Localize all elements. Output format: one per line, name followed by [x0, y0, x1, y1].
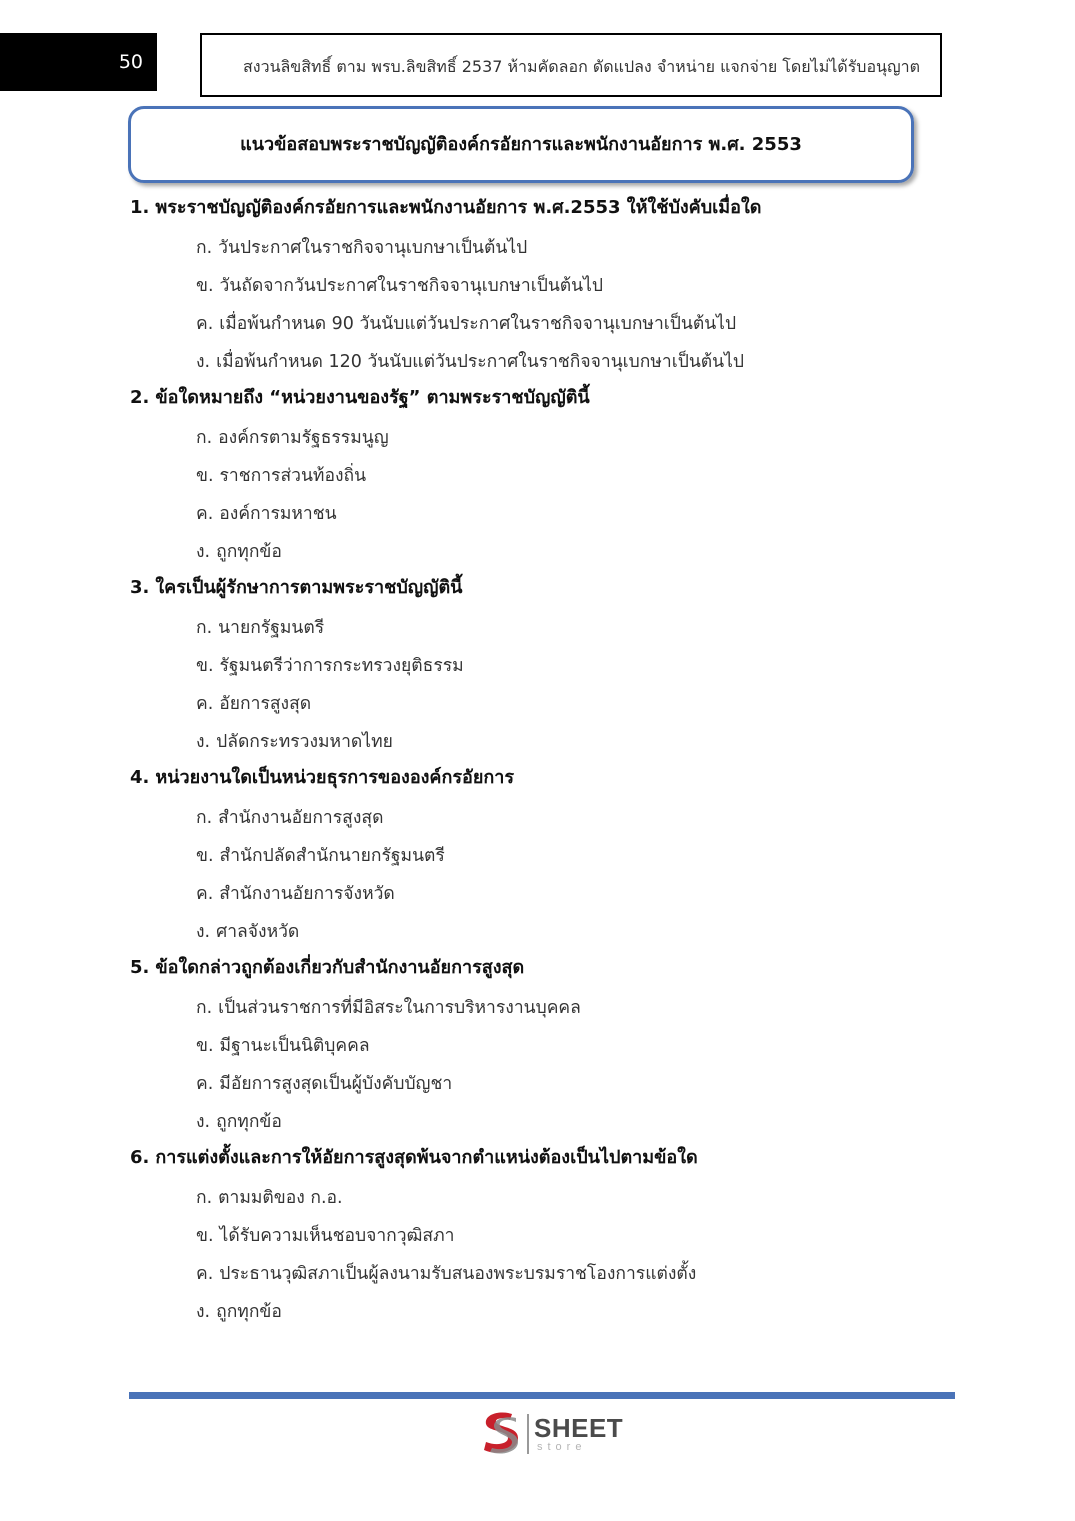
answer-choice [130, 1027, 1010, 1065]
choice-text: รัฐมนตรีว่าการกระทรวงยุติธรรม [219, 656, 464, 676]
choice-text: ถูกทุกข้อ [216, 1112, 282, 1132]
answer-choice [130, 305, 1010, 343]
choice-text: สำนักงานอัยการสูงสุด [218, 808, 384, 828]
question-text [130, 571, 1010, 609]
answer-choice [130, 419, 1010, 457]
question-text [130, 761, 1010, 799]
page-number: 50 [0, 33, 157, 91]
answer-choice [130, 1103, 1010, 1141]
question-label: การแต่งตั้งและการให้อัยการสูงสุดพ้นจากตำแหน่งต้องเป็นไปตามข้อใด [155, 1147, 698, 1168]
answer-choice [130, 495, 1010, 533]
answer-choice [130, 989, 1010, 1027]
copyright-notice: สงวนลิขสิทธิ์ ตาม พรบ.ลิขสิทธิ์ 2537 ห้ามคัดลอก ดัดแปลง จำหน่าย แจกจ่าย โดยไม่ได้รับอนุญาต [200, 33, 942, 97]
answer-choice [130, 609, 1010, 647]
question-1 [130, 191, 1010, 381]
choice-letter: ข. [196, 1036, 214, 1056]
choice-text: วันถัดจากวันประกาศในราชกิจจานุเบกษาเป็นต้นไป [219, 276, 604, 296]
choice-letter: ง. [196, 1112, 211, 1132]
choice-letter: ง. [196, 542, 211, 562]
answer-choice [130, 1179, 1010, 1217]
answer-choice [130, 1065, 1010, 1103]
question-number: 5. [130, 957, 150, 978]
question-number: 6. [130, 1147, 150, 1168]
answer-choice [130, 1217, 1010, 1255]
choice-letter: ง. [196, 732, 211, 752]
choice-letter: ค. [196, 884, 214, 904]
choice-letter: ข. [196, 276, 214, 296]
question-label: ใครเป็นผู้รักษาการตามพระราชบัญญัตินี้ [155, 577, 463, 598]
choice-text: องค์การมหาชน [219, 504, 337, 524]
choice-text: เมื่อพ้นกำหนด 90 วันนับแต่วันประกาศในราชกิจจานุเบกษาเป็นต้นไป [219, 314, 737, 334]
answer-choice [130, 457, 1010, 495]
page-title: แนวข้อสอบพระราชบัญญัติองค์กรอัยการและพนักงานอัยการ พ.ศ. 2553 [128, 106, 914, 183]
choice-letter: ก. [196, 618, 213, 638]
question-5 [130, 951, 1010, 1141]
choice-text: เป็นส่วนราชการที่มีอิสระในการบริหารงานบุคคล [218, 998, 581, 1018]
answer-choice [130, 343, 1010, 381]
choice-text: วันประกาศในราชกิจจานุเบกษาเป็นต้นไป [218, 238, 528, 258]
question-list [130, 191, 1010, 1331]
choice-letter: ก. [196, 998, 213, 1018]
choice-text: สำนักปลัดสำนักนายกรัฐมนตรี [219, 846, 445, 866]
question-3 [130, 571, 1010, 761]
logo-text: SHEET [534, 1413, 624, 1443]
question-text [130, 1141, 1010, 1179]
choice-letter: ก. [196, 238, 213, 258]
question-number: 3. [130, 577, 150, 598]
choice-text: ตามมติของ ก.อ. [218, 1188, 343, 1208]
logo-subtext: store [537, 1441, 587, 1453]
choice-text: ถูกทุกข้อ [216, 1302, 282, 1322]
choice-text: ประธานวุฒิสภาเป็นผู้ลงนามรับสนองพระบรมราชโองการแต่งตั้ง [219, 1264, 697, 1284]
question-4 [130, 761, 1010, 951]
choice-text: ถูกทุกข้อ [216, 542, 282, 562]
question-2 [130, 381, 1010, 571]
question-text [130, 381, 1010, 419]
choice-text: เมื่อพ้นกำหนด 120 วันนับแต่วันประกาศในราชกิจจานุเบกษาเป็นต้นไป [216, 352, 745, 372]
answer-choice [130, 647, 1010, 685]
choice-letter: ก. [196, 1188, 213, 1208]
question-label: หน่วยงานใดเป็นหน่วยธุรการขององค์กรอัยการ [155, 767, 515, 788]
choice-text: อัยการสูงสุด [219, 694, 312, 714]
choice-text: มีอัยการสูงสุดเป็นผู้บังคับบัญชา [219, 1074, 453, 1094]
choice-letter: ข. [196, 1226, 214, 1246]
choice-letter: ค. [196, 694, 214, 714]
question-6 [130, 1141, 1010, 1331]
question-number: 4. [130, 767, 150, 788]
answer-choice [130, 229, 1010, 267]
choice-letter: ข. [196, 846, 214, 866]
answer-choice [130, 913, 1010, 951]
question-number: 1. [130, 197, 150, 218]
choice-letter: ค. [196, 504, 214, 524]
choice-letter: ค. [196, 314, 214, 334]
choice-letter: ก. [196, 428, 213, 448]
answer-choice [130, 1293, 1010, 1331]
choice-text: สำนักงานอัยการจังหวัด [219, 884, 395, 904]
choice-letter: ก. [196, 808, 213, 828]
answer-choice [130, 1255, 1010, 1293]
choice-letter: ข. [196, 656, 214, 676]
question-text [130, 191, 1010, 229]
answer-choice [130, 685, 1010, 723]
choice-letter: ง. [196, 922, 211, 942]
question-label: พระราชบัญญัติองค์กรอัยการและพนักงานอัยการ พ.ศ.2553 ให้ใช้บังคับเมื่อใด [155, 197, 762, 218]
choice-text: มีฐานะเป็นนิติบุคคล [219, 1036, 370, 1056]
choice-letter: ข. [196, 466, 214, 486]
logo-divider [527, 1414, 529, 1454]
choice-text: ราชการส่วนท้องถิ่น [219, 466, 367, 486]
answer-choice [130, 267, 1010, 305]
question-label: ข้อใดกล่าวถูกต้องเกี่ยวกับสำนักงานอัยการสูงสุด [155, 957, 525, 978]
answer-choice [130, 875, 1010, 913]
question-label: ข้อใดหมายถึง “หน่วยงานของรัฐ” ตามพระราชบัญญัตินี้ [155, 387, 590, 408]
choice-text: องค์กรตามรัฐธรรมนูญ [218, 428, 389, 448]
choice-letter: ค. [196, 1074, 214, 1094]
answer-choice [130, 799, 1010, 837]
question-text [130, 951, 1010, 989]
answer-choice [130, 533, 1010, 571]
sheet-store-logo [478, 1408, 638, 1458]
choice-letter: ง. [196, 352, 211, 372]
answer-choice [130, 723, 1010, 761]
choice-text: ได้รับความเห็นชอบจากวุฒิสภา [219, 1226, 455, 1246]
footer-divider [129, 1392, 955, 1399]
choice-letter: ค. [196, 1264, 214, 1284]
choice-text: ปลัดกระทรวงมหาดไทย [216, 732, 393, 752]
s-logo-icon [478, 1408, 524, 1458]
choice-letter: ง. [196, 1302, 211, 1322]
question-number: 2. [130, 387, 150, 408]
choice-text: ศาลจังหวัด [216, 922, 300, 942]
answer-choice [130, 837, 1010, 875]
choice-text: นายกรัฐมนตรี [218, 618, 325, 638]
